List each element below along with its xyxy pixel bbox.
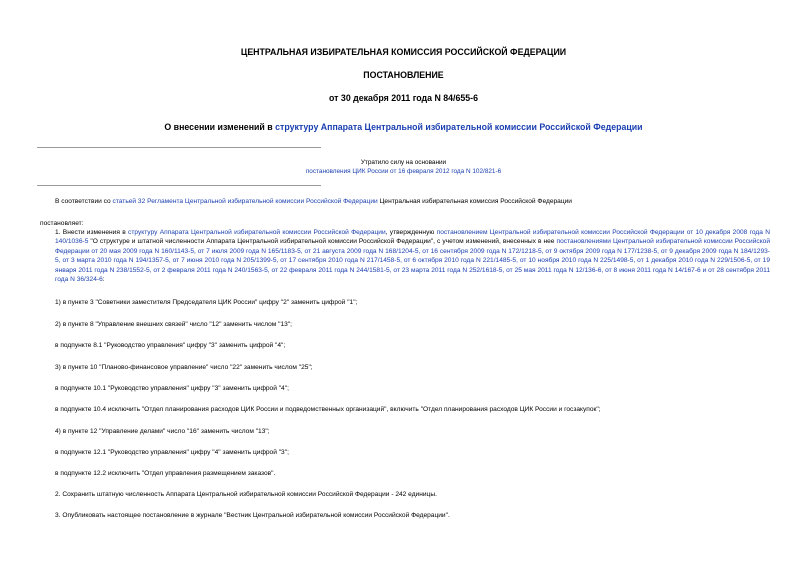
title-prefix: О внесении изменений в [164, 122, 276, 132]
list-item: 4) в пункте 12 "Управление делами" число "16" заменить числом "13"; [55, 428, 270, 435]
item1-text-2: , утвержденную [385, 229, 437, 236]
preamble-prefix: В соответствии со [55, 198, 113, 205]
item-1-paragraph [55, 228, 770, 284]
list-item: в подпункте 10.1 "Руководство управления" цифру "3" заменить цифрой "4"; [55, 385, 289, 392]
list-item: в подпункте 10.4 исключить "Отдел планирования расходов ЦИК России и подведомственных организаций", включить "Отдел планирования расходов ЦИК России и госзакупок"; [55, 406, 601, 413]
list-item: 3) в пункте 10 "Планово-финансовое управление" число "22" заменить числом "25"; [55, 364, 313, 371]
preamble [55, 198, 572, 205]
divider-top [37, 147, 321, 148]
list-item: в подпункте 12.2 исключить "Отдел управления размещением заказов". [55, 470, 276, 477]
item1-text-3: "О структуре и штатной численности Аппарата Центральной избирательной комиссии Российской Федерации", с учетом изменений, внесенных в нее [88, 238, 557, 246]
org-heading: ЦЕНТРАЛЬНАЯ ИЗБИРАТЕЛЬНАЯ КОМИССИЯ РОССИЙСКОЙ ФЕДЕРАЦИИ [240, 47, 567, 57]
structure-link-2[interactable]: структуру Аппарата Центральной избирательной комиссии Российской Федерации [128, 229, 386, 236]
item1-text-1: 1. Внести изменения в [55, 229, 129, 236]
decree-2008-link[interactable]: постановлением Центральной избирательной комиссии Российской Федерации от 10 декабря 2008 года N 140/1036-5 [55, 229, 770, 246]
date-number-heading: от 30 декабря 2011 года N 84/655-6 [329, 93, 478, 103]
preamble-suffix: Центральная избирательная комиссия Российской Федерации [377, 198, 572, 205]
list-item: 2. Сохранить штатную численность Аппарата Центральной избирательной комиссии Российской Федерации - 242 единицы. [55, 491, 437, 498]
list-item: в подпункте 8.1 "Руководство управления" цифру "3" заменить цифрой "4"; [55, 342, 286, 349]
list-item: 1) в пункте 3 "Советники заместителя Председателя ЦИК России" цифру "2" заменить цифрой "1"; [55, 299, 358, 306]
status-note [0, 158, 807, 176]
decides-label: постановляет: [40, 220, 84, 227]
repeal-decree-link[interactable]: постановления ЦИК России от 16 февраля 2012 года N 102/821-6 [305, 168, 502, 175]
doc-type-heading: ПОСТАНОВЛЕНИЕ [363, 70, 444, 80]
list-item: в подпункте 12.1 "Руководство управления" цифру "4" заменить цифрой "3"; [55, 449, 289, 456]
status-line: Утратило силу на основании [360, 159, 447, 166]
divider-bottom [37, 185, 321, 186]
regulation-article-link[interactable]: статьей 32 Регламента Центральной избирательной комиссии Российской Федерации [112, 198, 378, 205]
structure-link[interactable]: структуру Аппарата Центральной избирательной комиссии Российской Федерации [275, 122, 643, 132]
list-item: 3. Опубликовать настоящее постановление в журнале "Вестник Центральной избирательной комиссии Российской Федерации". [55, 512, 450, 519]
amending-decrees-link[interactable]: постановлениями Центральной избирательной комиссии Российской Федерации от 20 мая 2009 года N 160/1143-5, от 7 июля 2009 года N 165/1183-5, от 21 августа 2009 года N 168/1204-5, от 16 сентября 2009 года N 172/1218-5, от 9 октября 2009 года N 177/1238-5, от 9 декабря 2009 года N 184/1293-5, от 3 марта 2010 года N 194/1357-5, от 7 июня 2010 года N 205/1399-5, от 17 сентября 2010 года N 217/1458-5, от 6 октября 2010 года N 221/1485-5, от 10 ноября 2010 года N 225/1498-5, от 1 декабря 2010 года N 229/1506-5, от 19 января 2011 года N 238/1552-5, от 2 февраля 2011 года N 240/1563-5, от 22 февраля 2011 года N 244/1581-5, от 23 марта 2011 года N 252/1618-5, от 25 мая 2011 года N 12/136-6, от 8 июня 2011 года N 14/167-6 и от 28 сентября 2011 года N 36/324-6 [55, 238, 771, 284]
list-item: 2) в пункте 8 "Управление внешних связей" число "12" заменить числом "13"; [55, 321, 292, 328]
document-title [0, 122, 807, 132]
item1-text-4: : [102, 276, 105, 284]
